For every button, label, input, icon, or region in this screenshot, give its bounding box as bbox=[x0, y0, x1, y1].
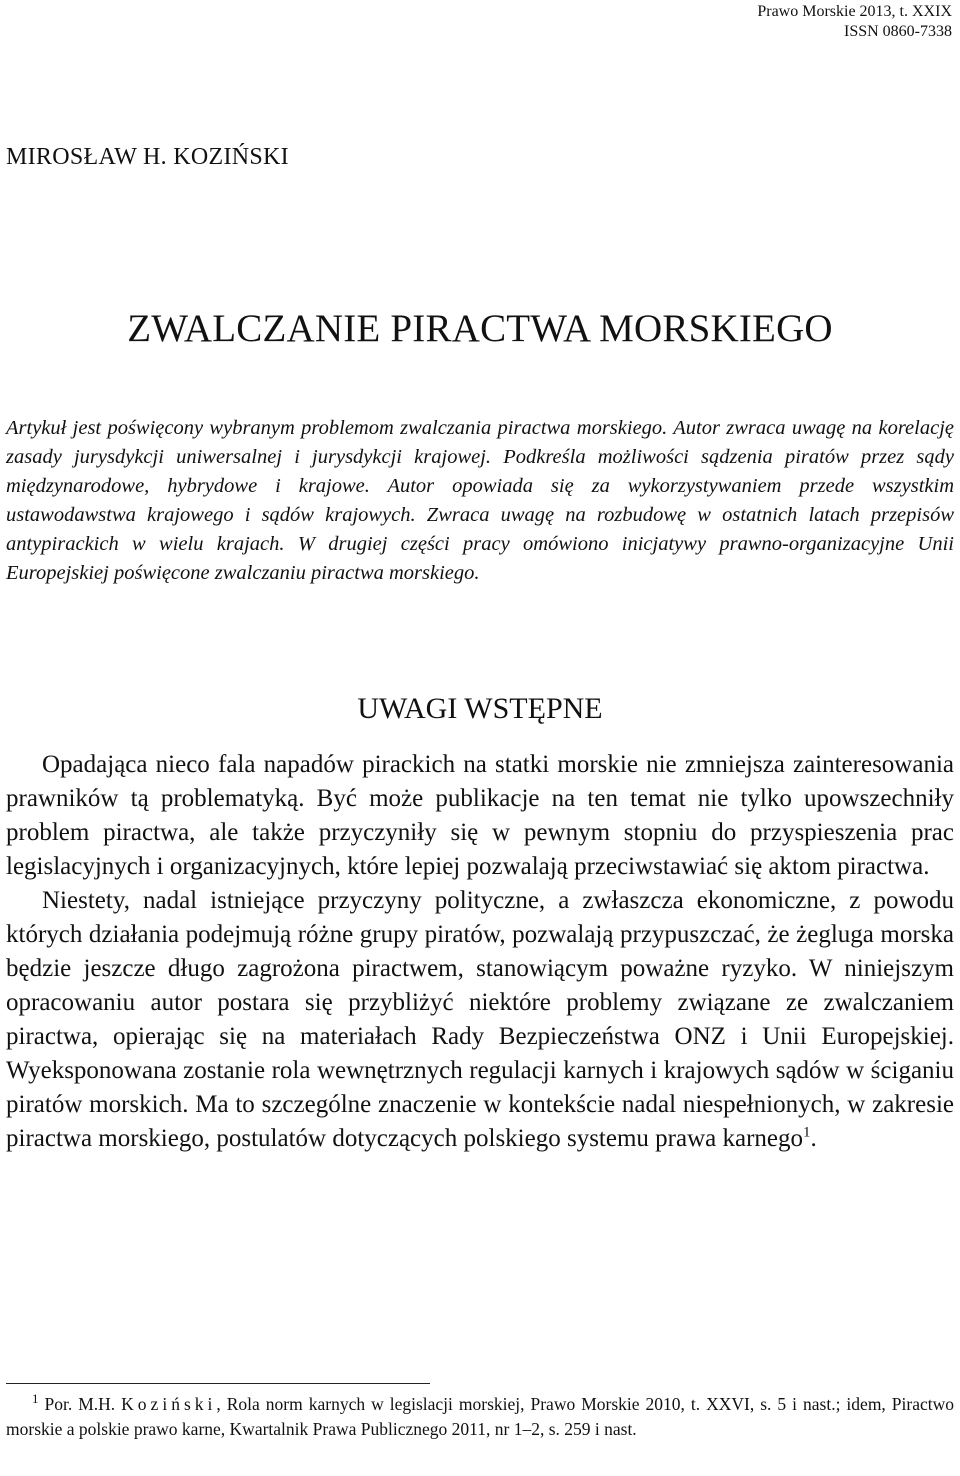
author-name: MIROSŁAW H. KOZIŃSKI bbox=[6, 144, 289, 170]
running-header bbox=[757, 2, 952, 42]
footnote-number: 1 bbox=[32, 1391, 39, 1407]
article-title: ZWALCZANIE PIRACTWA MORSKIEGO bbox=[127, 307, 833, 350]
footnote-author: Koziński bbox=[121, 1394, 217, 1414]
section-heading: UWAGI WSTĘPNE bbox=[357, 692, 603, 725]
footnote bbox=[6, 1392, 954, 1442]
abstract: Artykuł jest poświęcony wybranym problemom zwalczania piractwa morskiego. Autor zwraca uwagę na korelację zasady jurysdykcji uniwersalnej i jurysdykcji krajowej. Podkreśla możliwości sądzenia piratów przez sądy międzynarodowe, hybrydowe i krajowe. Autor opowiada się za wykorzystywaniem przede wszystkim ustawodawstwa krajowego i sądów krajowych. Zwraca uwagę na rozbudowę w ostatnich latach przepisów antypirackich w wielu krajach. W drugiej części pracy omówiono inicjatywy prawno-organizacyjne Unii Europejskiej poświęcone zwalczaniu piractwa morskiego. bbox=[6, 417, 954, 584]
paragraph-text: Niestety, nadal istniejące przyczyny polityczne, a zwłaszcza ekonomiczne, z powodu których działania podejmują różne grupy piratów, pozwalają przypuszczać, że żegluga morska będzie jeszcze długo zagrożona piractwem, stanowiącym poważne ryzyko. W niniejszym opracowaniu autor postara się przybliżyć niektóre problemy związane ze zwalczaniem piractwa, opierając się na materiałach Rady Bezpieczeństwa ONZ i Unii Europejskiej. Wyeksponowana zostanie rola wewnętrznych regulacji karnych i krajowych sądów w ściganiu piratów morskich. Ma to szczególne znaczenie w kontekście nadal niespełnionych, w zakresie piractwa morskiego, postulatów dotyczących polskiego systemu prawa karnego bbox=[6, 887, 954, 1152]
paragraph bbox=[6, 884, 954, 1156]
paragraph: Opadająca nieco fala napadów pirackich na statki morskie nie zmniejsza zainteresowania prawników tą problematyką. Być może publikacje na ten temat nie tylko upowszechniły problem piractwa, ale także przyczyniły się w pewnym stopniu do przyspieszenia prac legislacyjnych i organizacyjnych, które lepiej pozwalają przeciwstawiać się aktom piractwa. bbox=[6, 751, 954, 880]
footnote-prefix: Por. M.H. bbox=[44, 1394, 116, 1414]
footnote-divider bbox=[6, 1383, 430, 1384]
issn: ISSN 0860-7338 bbox=[843, 23, 952, 40]
footnote-text: , Rola norm karnych w legislacji morskiej, Prawo Morskie 2010, t. XXVI, s. 5 i nast.; idem, Piractwo morskie a polskie prawo karne, Kwartalnik Prawa Publicznego 2011, nr 1–2, s. 259 i nast. bbox=[6, 1394, 955, 1439]
footnote-reference[interactable]: 1 bbox=[803, 1124, 811, 1141]
journal-citation: Prawo Morskie 2013, t. XXIX bbox=[757, 3, 952, 20]
paragraph-end: . bbox=[810, 1125, 817, 1152]
body-text bbox=[6, 748, 954, 1156]
